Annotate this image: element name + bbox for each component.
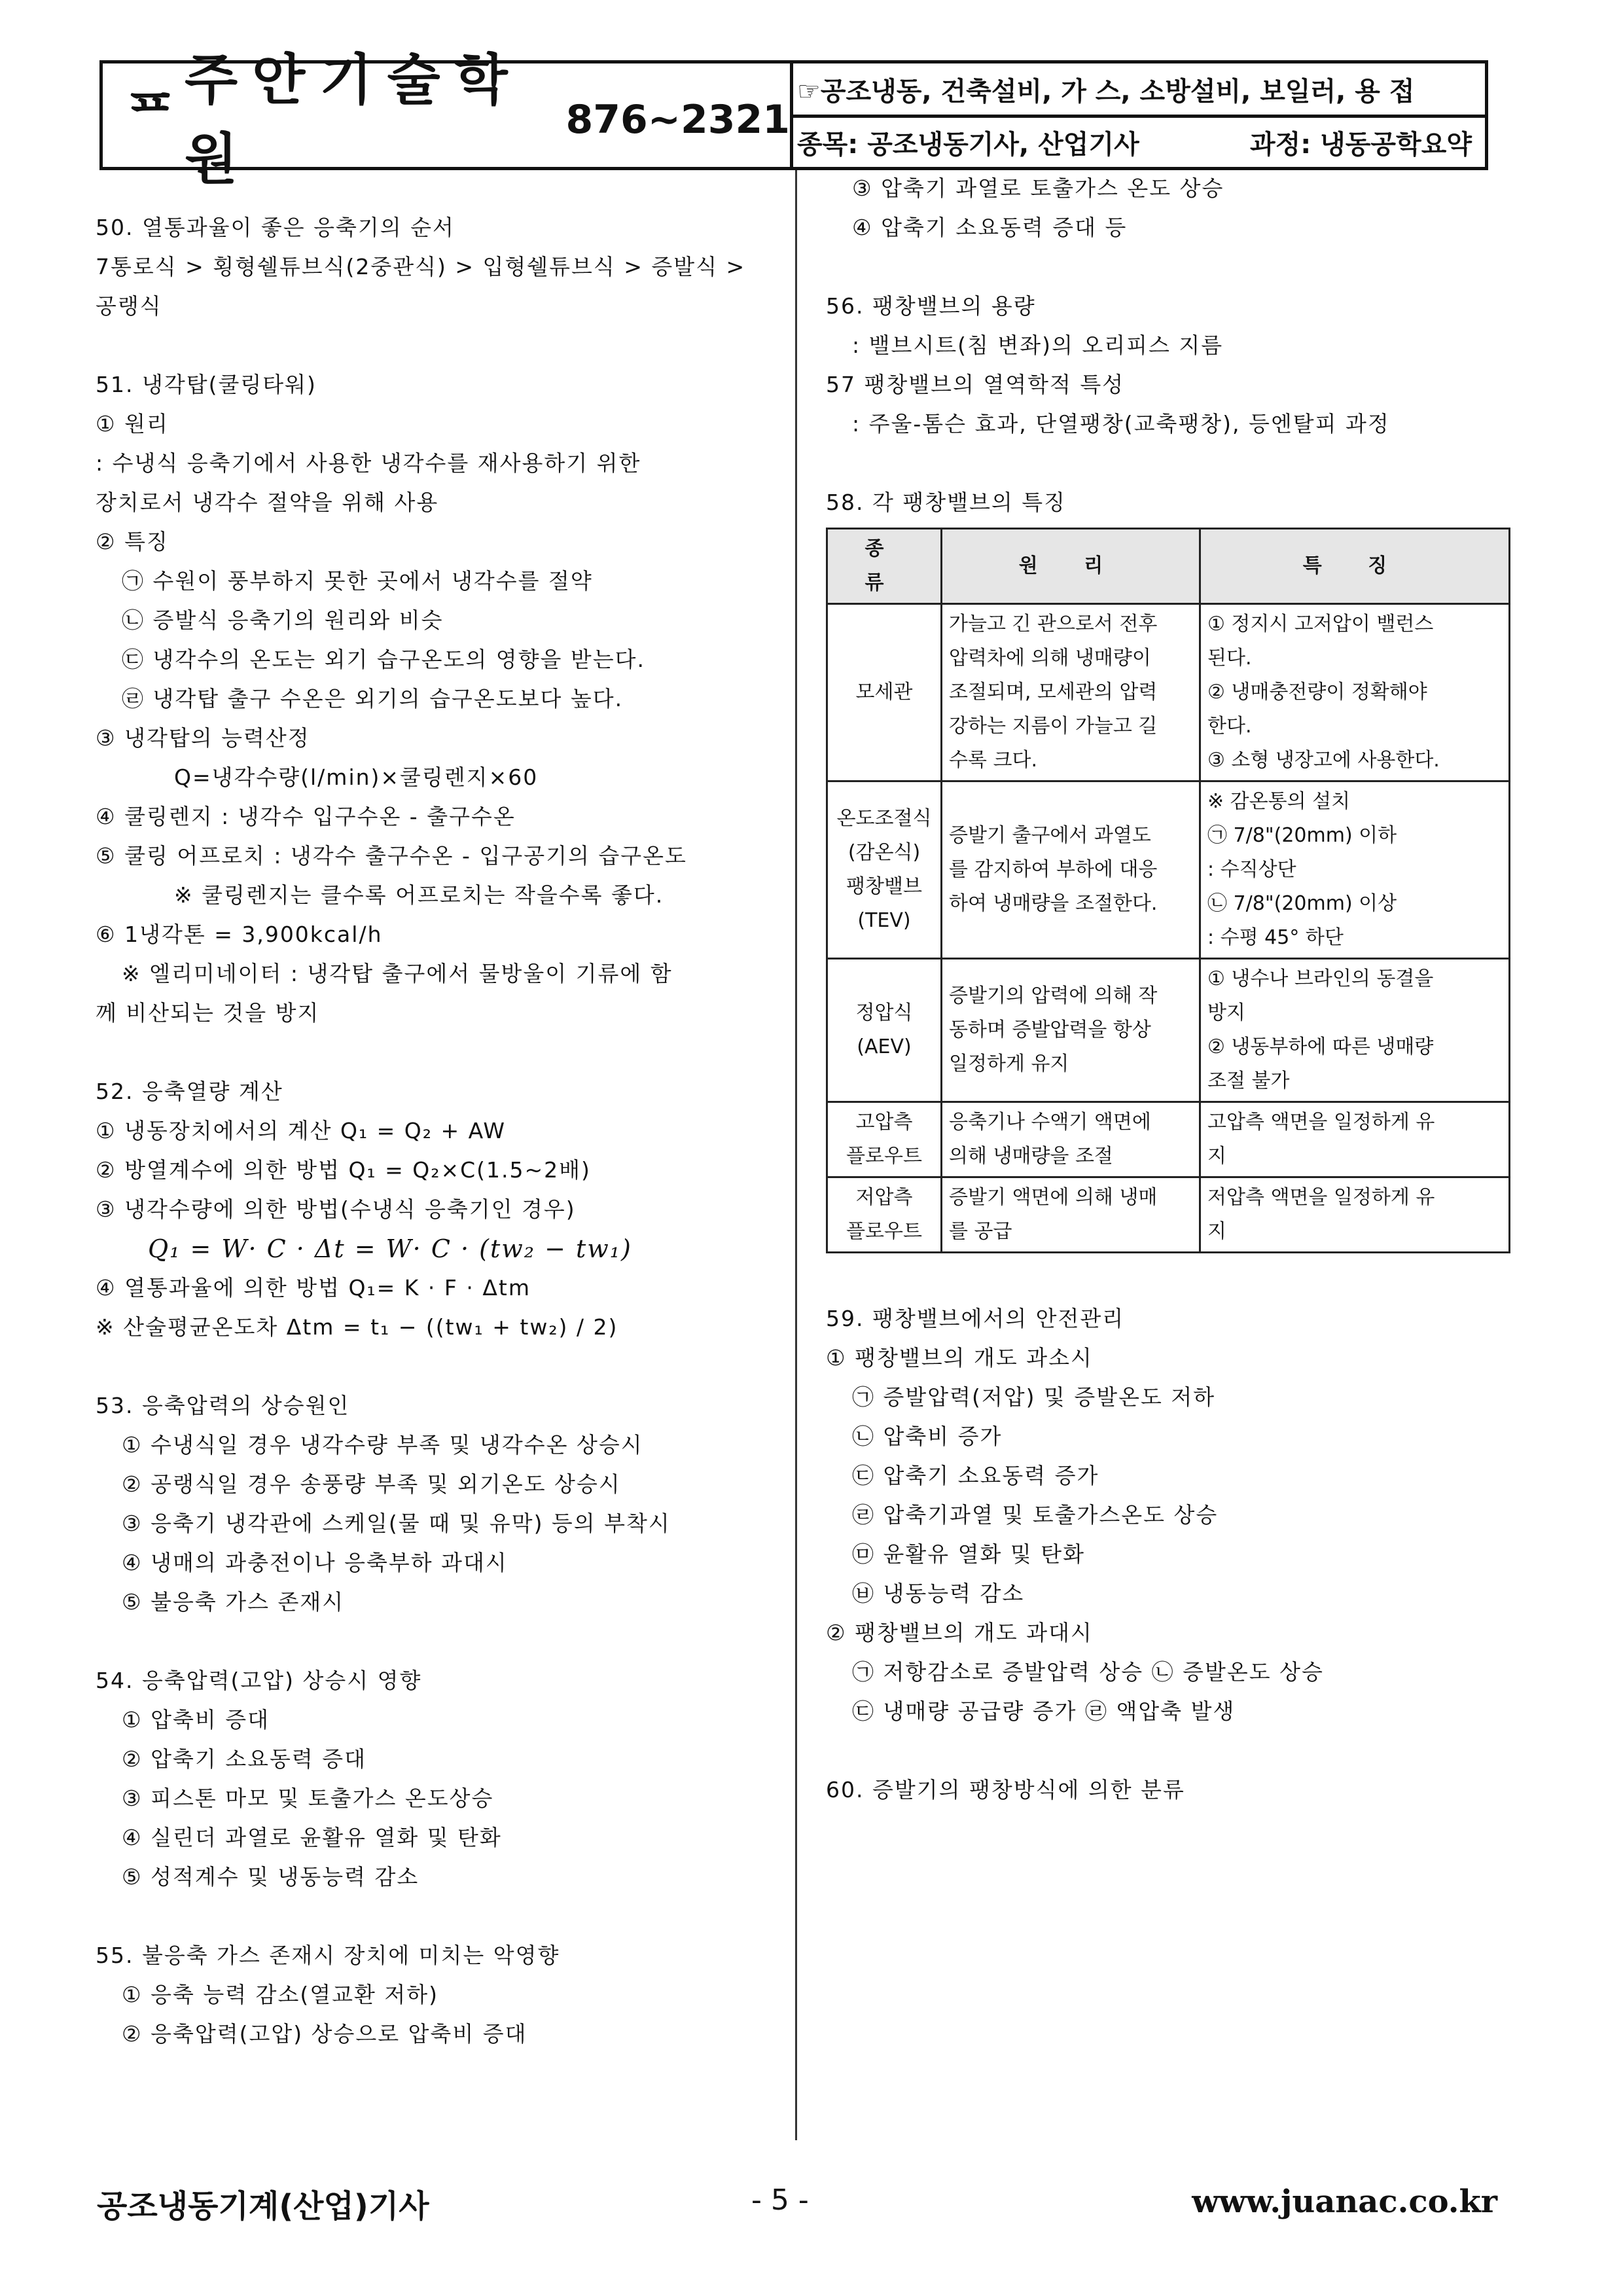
- text-line: ㉥ 냉동능력 감소: [852, 1581, 1025, 1606]
- text-line: 55. 불응축 가스 존재시 장치에 미치는 악영향: [96, 1943, 560, 1968]
- cell-line: 증발기 출구에서 과열도: [949, 824, 1151, 847]
- cell-line: 일정하게 유지: [949, 1052, 1069, 1075]
- cell-line: 된다.: [1207, 647, 1252, 670]
- phone-number: 876~2321: [565, 97, 790, 143]
- cell-line: 증발기의 압력에 의해 작: [949, 984, 1158, 1007]
- spacer: [826, 1731, 1513, 1770]
- text-line: : 밸브시트(침 변좌)의 오리피스 지름: [852, 332, 1224, 358]
- right-top-lines: [826, 169, 1513, 522]
- cell-line: 플로우트: [846, 1145, 922, 1168]
- academy-name: 주안기술학원: [185, 48, 522, 191]
- table-body: [827, 604, 1510, 1253]
- spacer: [96, 1033, 776, 1072]
- header-principle: 원 리: [942, 529, 1200, 604]
- cell-line: 모세관: [855, 681, 913, 704]
- website-url: www.juanac.co.kr: [1192, 2183, 1497, 2220]
- cell-line: 한다.: [1207, 715, 1252, 738]
- cell-line: 팽창밸브: [846, 875, 922, 898]
- expansion-valve-table: [826, 528, 1510, 1253]
- text-line: : 수냉식 응축기에서 사용한 냉각수를 재사용하기 위한: [96, 450, 641, 476]
- text-line: ㉡ 증발식 응축기의 원리와 비슷: [122, 607, 444, 633]
- page-footer: [97, 2181, 1497, 2233]
- cell-principle: [942, 604, 1200, 781]
- cell-line: ① 정지시 고저압이 밸런스: [1207, 613, 1434, 636]
- text-line: ① 압축비 증대: [122, 1707, 270, 1732]
- text-line: ⑤ 불응축 가스 존재시: [122, 1589, 345, 1615]
- spacer: [826, 247, 1513, 287]
- cell-line: ㉠ 7/8"(20mm) 이하: [1207, 824, 1397, 847]
- cell-line: 온도조절식: [836, 807, 932, 830]
- cell-kind: [827, 1102, 942, 1177]
- cell-line: 조절 불가: [1207, 1069, 1290, 1092]
- page-number: - 5 -: [751, 2183, 809, 2217]
- text-line: ④ 냉매의 과충전이나 응축부하 과대시: [122, 1550, 508, 1575]
- subject-list: ☞공조냉동, 건축설비, 가 스, 소방설비, 보일러, 용 접: [793, 63, 1485, 118]
- cell-line: : 수평 45° 하단: [1207, 926, 1344, 949]
- cell-feature: [1200, 1102, 1510, 1177]
- cell-line: 압력차에 의해 냉매량이: [949, 647, 1151, 670]
- text-line: ② 팽창밸브의 개도 과대시: [826, 1620, 1093, 1645]
- cell-principle: [942, 1177, 1200, 1253]
- table-row: [827, 1102, 1510, 1177]
- academy-logo-area: [103, 48, 793, 191]
- text-line: 53. 응축압력의 상승원인: [96, 1393, 350, 1418]
- text-line: ⑥ 1냉각톤 = 3,900kcal/h: [96, 922, 383, 947]
- text-line: ③ 냉각탑의 능력산정: [96, 725, 310, 751]
- left-column: [96, 169, 776, 2054]
- text-line: ④ 압축기 소요동력 증대 등: [852, 215, 1128, 240]
- text-line: ③ 응축기 냉각관에 스케일(물 때 및 유막) 등의 부착시: [122, 1511, 671, 1536]
- cell-line: 조절되며, 모세관의 압력: [949, 681, 1158, 704]
- cell-feature: [1200, 959, 1510, 1102]
- column-divider: [795, 170, 797, 2140]
- spacer: [96, 1897, 776, 1936]
- cell-line: 정압식(AEV): [855, 1001, 913, 1058]
- header-info: [793, 63, 1485, 167]
- cell-line: 플로우트: [846, 1220, 922, 1243]
- text-line: Q=냉각수량(l/min)×쿨링렌지×60: [174, 764, 539, 790]
- text-line: 56. 팽창밸브의 용량: [826, 293, 1036, 319]
- text-line: ※ 쿨링렌지는 클수록 어프로치는 작을수록 좋다.: [174, 882, 664, 908]
- spacer: [96, 1622, 776, 1661]
- text-line: ㉠ 수원이 풍부하지 못한 곳에서 냉각수를 절약: [122, 568, 593, 594]
- text-line: 장치로서 냉각수 절약을 위해 사용: [96, 490, 439, 515]
- cell-line: 를 감지하여 부하에 대응: [949, 858, 1158, 881]
- category-label: 종목: 공조냉동기사, 산업기사: [797, 130, 1139, 160]
- text-line: ㉢ 냉각수의 온도는 외기 습구온도의 영향을 받는다.: [122, 647, 645, 672]
- cell-line: 를 공급: [949, 1220, 1012, 1243]
- text-line: 51. 냉각탑(쿨링타워): [96, 372, 317, 397]
- header-kind: 종 류: [827, 529, 942, 604]
- text-line: 7통로식 > 횡형쉘튜브식(2중관식) > 입형쉘튜브식 > 증발식 >: [96, 254, 746, 279]
- text-line: ① 팽창밸브의 개도 과소시: [826, 1345, 1093, 1371]
- cell-kind: [827, 781, 942, 959]
- text-line: ㉣ 압축기과열 및 토출가스온도 상승: [852, 1502, 1219, 1528]
- text-line: ② 공랭식일 경우 송풍량 부족 및 외기온도 상승시: [122, 1471, 621, 1497]
- cell-kind: [827, 959, 942, 1102]
- cell-line: 지: [1207, 1220, 1226, 1243]
- cell-line: 응축기나 수액기 액면에: [949, 1111, 1151, 1134]
- table-row: [827, 781, 1510, 959]
- cell-line: 강하는 지름이 가늘고 길: [949, 715, 1158, 738]
- text-line: 50. 열통과율이 좋은 응축기의 순서: [96, 215, 455, 240]
- text-line: ① 원리: [96, 411, 169, 437]
- cell-line: : 수직상단: [1207, 858, 1296, 881]
- right-column: [826, 169, 1513, 1810]
- spacer: [826, 444, 1513, 483]
- spacer: [96, 169, 776, 208]
- text-line: ③ 압축기 과열로 토출가스 온도 상승: [852, 175, 1224, 201]
- text-line: 58. 각 팽창밸브의 특징: [826, 490, 1066, 515]
- cell-line: 하여 냉매량을 조절한다.: [949, 892, 1158, 915]
- cell-line: (TEV): [857, 909, 911, 932]
- footer-title: 공조냉동기계(산업)기사: [97, 2188, 429, 2225]
- table-header-row: [827, 529, 1510, 604]
- cell-line: 지: [1207, 1145, 1226, 1168]
- cell-feature: [1200, 781, 1510, 959]
- cell-line: ③ 소형 냉장고에 사용한다.: [1207, 749, 1440, 772]
- text-line: ① 응축 능력 감소(열교환 저하): [122, 1982, 438, 2007]
- spacer: [826, 1260, 1513, 1299]
- cell-line: 가늘고 긴 관으로서 전후: [949, 613, 1158, 636]
- text-line: ⑤ 성적계수 및 냉동능력 감소: [122, 1864, 419, 1890]
- logo-mark: ᄑ: [122, 86, 179, 153]
- cell-feature: [1200, 604, 1510, 781]
- cell-line: ① 냉수나 브라인의 동결을: [1207, 967, 1434, 990]
- text-line: ④ 쿨링렌지 : 냉각수 입구수온 - 출구수온: [96, 804, 516, 829]
- text-line: ① 냉동장치에서의 계산 Q₁ = Q₂ + AW: [96, 1118, 507, 1143]
- cell-line: 수록 크다.: [949, 749, 1037, 772]
- spacer: [96, 1347, 776, 1386]
- cell-principle: [942, 959, 1200, 1102]
- text-line: ※ 산술평균온도차 Δtm = t₁ − ((tw₁ + tw₂) / 2): [96, 1314, 618, 1340]
- cell-line: ※ 감온통의 설치: [1207, 790, 1351, 813]
- cell-principle: [942, 1102, 1200, 1177]
- header-row-2: [793, 118, 1485, 167]
- cell-kind: [827, 1177, 942, 1253]
- cell-line: 저압측: [855, 1186, 913, 1209]
- text-line: 52. 응축열량 계산: [96, 1079, 283, 1104]
- text-line: ④ 실린더 과열로 윤활유 열화 및 탄화: [122, 1825, 502, 1850]
- text-line: 54. 응축압력(고압) 상승시 영향: [96, 1668, 422, 1693]
- text-line: 께 비산되는 것을 방지: [96, 1000, 320, 1026]
- spacer: [96, 326, 776, 365]
- text-line: ⑤ 쿨링 어프로치 : 냉각수 출구수온 - 입구공기의 습구온도: [96, 843, 687, 869]
- cell-principle: [942, 781, 1200, 959]
- text-line: ② 방열계수에 의한 방법 Q₁ = Q₂×C(1.5~2배): [96, 1157, 591, 1183]
- text-line: ㉡ 압축비 증가: [852, 1424, 1003, 1449]
- text-line: Q₁ = W· C · Δt = W· C · (tw₂ − tw₁): [148, 1234, 632, 1263]
- cell-line: (감온식): [847, 841, 921, 864]
- text-line: ㉠ 저항감소로 증발압력 상승 ㉡ 증발온도 상승: [852, 1659, 1324, 1685]
- text-line: ③ 냉각수량에 의한 방법(수냉식 응축기인 경우): [96, 1196, 576, 1222]
- text-line: 57 팽창밸브의 열역학적 특성: [826, 372, 1125, 397]
- cell-line: 저압측 액면을 일정하게 유: [1207, 1186, 1435, 1209]
- text-line: 60. 증발기의 팽창방식에 의한 분류: [826, 1777, 1185, 1803]
- cell-line: ② 냉동부하에 따른 냉매량: [1207, 1035, 1434, 1058]
- text-line: ㉢ 압축기 소요동력 증가: [852, 1463, 1099, 1488]
- text-line: ㉤ 윤활유 열화 및 탄화: [852, 1541, 1085, 1567]
- text-line: 공랭식: [96, 293, 162, 319]
- cell-feature: [1200, 1177, 1510, 1253]
- right-bottom-lines: [826, 1260, 1513, 1810]
- cell-line: 동하며 증발압력을 항상: [949, 1018, 1151, 1041]
- text-line: ㉣ 냉각탑 출구 수온은 외기의 습구온도보다 높다.: [122, 686, 624, 711]
- course-label: 과정: 냉동공학요약: [1249, 130, 1472, 160]
- cell-line: 고압측 액면을 일정하게 유: [1207, 1111, 1435, 1134]
- text-line: 59. 팽창밸브에서의 안전관리: [826, 1306, 1125, 1331]
- table-row: [827, 604, 1510, 781]
- cell-line: ㉡ 7/8"(20mm) 이상: [1207, 892, 1397, 915]
- cell-kind: [827, 604, 942, 781]
- table-row: [827, 1177, 1510, 1253]
- text-line: ② 응축압력(고압) 상승으로 압축비 증대: [122, 2021, 527, 2047]
- text-line: ㉠ 증발압력(저압) 및 증발온도 저하: [852, 1384, 1216, 1410]
- text-line: ① 수냉식일 경우 냉각수량 부족 및 냉각수온 상승시: [122, 1432, 643, 1458]
- text-line: ③ 피스톤 마모 및 토출가스 온도상승: [122, 1785, 494, 1811]
- text-line: ㉢ 냉매량 공급량 증가 ㉣ 액압축 발생: [852, 1698, 1236, 1724]
- text-line: : 주울-톰슨 효과, 단열팽창(교축팽창), 등엔탈피 과정: [852, 411, 1390, 437]
- cell-line: 증발기 액면에 의해 냉매: [949, 1186, 1158, 1209]
- text-line: ④ 열통과율에 의한 방법 Q₁= K · F · Δtm: [96, 1275, 531, 1300]
- text-line: ② 특징: [96, 529, 169, 554]
- header-feature: 특 징: [1200, 529, 1510, 604]
- table-row: [827, 959, 1510, 1102]
- text-line: ※ 엘리미네이터 : 냉각탑 출구에서 물방울이 기류에 함: [122, 961, 673, 986]
- cell-line: ② 냉매충전량이 정확해야: [1207, 681, 1427, 704]
- cell-line: 방지: [1207, 1001, 1245, 1024]
- cell-line: 고압측: [855, 1111, 913, 1134]
- cell-line: 의해 냉매량을 조절: [949, 1145, 1113, 1168]
- text-line: ② 압축기 소요동력 증대: [122, 1746, 366, 1772]
